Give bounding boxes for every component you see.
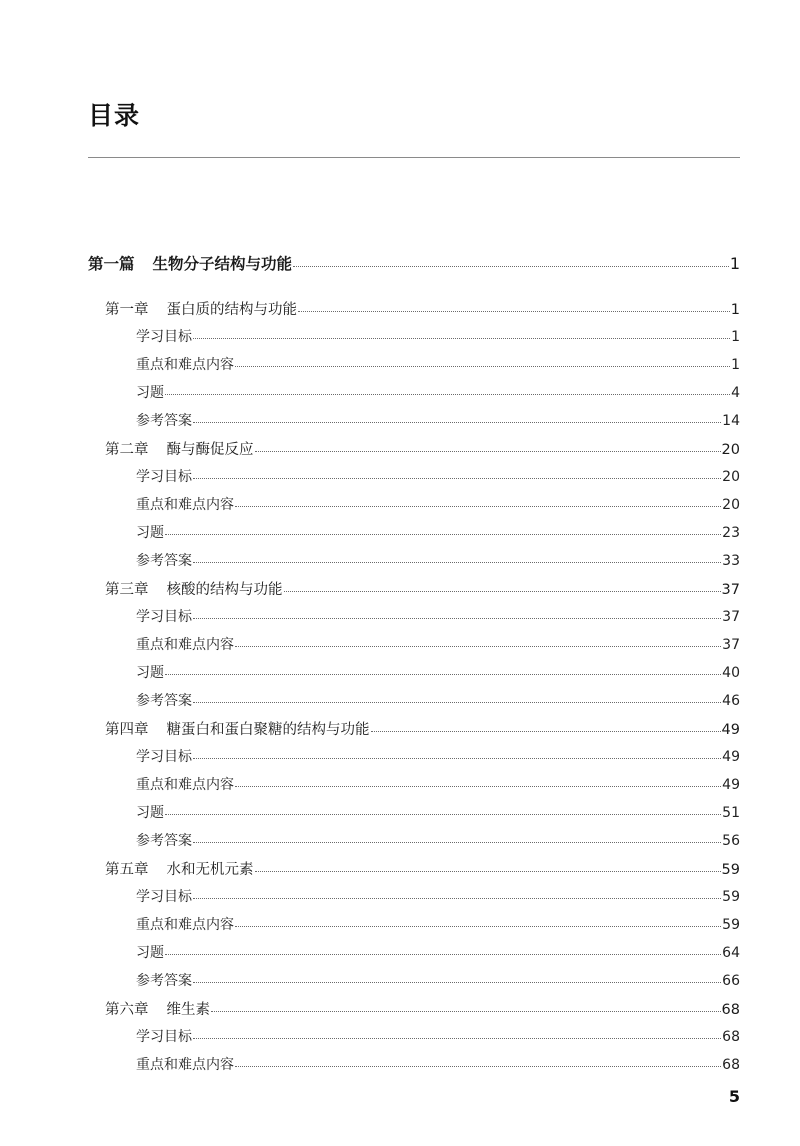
toc-entry-page: 68 [722, 1029, 740, 1045]
toc-entry-page: 56 [722, 833, 740, 849]
toc-leader-dots [235, 915, 721, 927]
toc-leader-dots [255, 859, 721, 872]
toc-entry-chapter[interactable] [105, 578, 740, 599]
toc-leader-dots [193, 327, 730, 339]
toc-entry-section[interactable] [136, 606, 740, 626]
toc-entry-text: 重点和难点内容 [136, 497, 234, 513]
toc-entry-label [136, 970, 192, 990]
toc-entry-page: 49 [721, 722, 740, 738]
toc-entry-page: 1 [731, 357, 740, 373]
toc-entry-section[interactable] [136, 942, 740, 962]
toc-entry-text: 学习目标 [136, 329, 192, 345]
toc-leader-dots [193, 467, 721, 479]
toc-entry-text: 重点和难点内容 [136, 777, 234, 793]
toc-entry-text: 重点和难点内容 [136, 637, 234, 653]
toc-entry-text: 习题 [136, 945, 164, 961]
toc-entry-page: 14 [722, 413, 740, 429]
toc-entry-label [136, 494, 234, 514]
toc-entry-text: 学习目标 [136, 889, 192, 905]
toc-leader-dots [235, 355, 730, 367]
toc-entry-page: 46 [722, 693, 740, 709]
toc-leader-dots [293, 254, 729, 267]
toc-entry-section[interactable] [136, 774, 740, 794]
toc-entry-label [136, 802, 164, 822]
toc-leader-dots [371, 719, 721, 732]
toc-entry-text: 核酸的结构与功能 [166, 582, 283, 598]
toc-leader-dots [193, 1027, 721, 1039]
toc-entry-label [136, 662, 164, 682]
toc-entry-text: 参考答案 [136, 553, 192, 569]
toc-entry-text: 习题 [136, 525, 164, 541]
toc-entry-text: 参考答案 [136, 693, 192, 709]
toc-entry-text: 习题 [136, 805, 164, 821]
toc-entry-label [105, 858, 254, 879]
toc-entry-text: 学习目标 [136, 469, 192, 485]
toc-entry-page: 49 [722, 749, 740, 765]
toc-entry-page: 51 [722, 805, 740, 821]
toc-entry-page: 37 [722, 609, 740, 625]
toc-entry-section[interactable] [136, 1054, 740, 1074]
toc-entry-section[interactable] [136, 522, 740, 542]
toc-entry-number: 第四章 [105, 722, 149, 738]
toc-entry-label [136, 914, 234, 934]
toc-entry-label [105, 998, 210, 1019]
toc-entry-label [136, 1026, 192, 1046]
toc-entry-page: 64 [722, 945, 740, 961]
toc-entry-label [136, 466, 192, 486]
toc-entry-section[interactable] [136, 382, 740, 402]
toc-leader-dots [165, 523, 721, 535]
toc-entry-page: 68 [721, 1002, 740, 1018]
toc-entry-section[interactable] [136, 662, 740, 682]
toc-leader-dots [193, 971, 721, 983]
toc-entry-chapter[interactable] [105, 438, 740, 459]
toc-entry-text: 重点和难点内容 [136, 1057, 234, 1073]
toc-leader-dots [211, 999, 721, 1012]
toc-entry-chapter[interactable] [105, 298, 740, 319]
toc-entry-text: 生物分子结构与功能 [152, 255, 293, 273]
toc-entry-label [136, 354, 234, 374]
toc-entry-page: 59 [722, 889, 740, 905]
page-title: 目录 [88, 101, 141, 130]
toc-entry-section[interactable] [136, 494, 740, 514]
toc-leader-dots [165, 663, 721, 675]
toc-entry-number: 第三章 [105, 582, 149, 598]
toc-entry-page: 4 [731, 385, 740, 401]
toc-entry-text: 习题 [136, 385, 164, 401]
toc-entry-label [136, 774, 234, 794]
toc-entry-text: 学习目标 [136, 609, 192, 625]
toc-entry-page: 66 [722, 973, 740, 989]
toc-entry-text: 参考答案 [136, 973, 192, 989]
toc-entry-text: 重点和难点内容 [136, 357, 234, 373]
toc-entry-label [88, 252, 292, 274]
toc-leader-dots [165, 943, 721, 955]
toc-entry-number: 第一篇 [88, 255, 135, 273]
toc-entry-text: 学习目标 [136, 749, 192, 765]
toc-entry-chapter[interactable] [105, 858, 740, 879]
toc-entry-label [136, 382, 164, 402]
toc-entry-text: 酶与酶促反应 [166, 442, 254, 458]
toc-entry-text: 学习目标 [136, 1029, 192, 1045]
toc-leader-dots [193, 411, 721, 423]
toc-entry-section[interactable] [136, 802, 740, 822]
toc-entry-number: 第六章 [105, 1002, 149, 1018]
toc-entry-chapter[interactable] [105, 998, 740, 1019]
toc-entry-section[interactable] [136, 550, 740, 570]
toc-entry-page: 68 [722, 1057, 740, 1073]
toc-entry-page: 1 [730, 302, 740, 318]
toc-entry-page: 40 [722, 665, 740, 681]
toc-entry-page: 20 [721, 442, 740, 458]
toc-entry-section[interactable] [136, 634, 740, 654]
toc-entry-chapter[interactable] [105, 718, 740, 739]
toc-entry-section[interactable] [136, 354, 740, 374]
toc-entry-page: 1 [731, 329, 740, 345]
toc-entry-part[interactable] [88, 252, 740, 274]
toc-leader-dots [193, 551, 721, 563]
toc-entry-text: 参考答案 [136, 833, 192, 849]
toc-entry-text: 蛋白质的结构与功能 [166, 302, 297, 318]
toc-leader-dots [235, 635, 721, 647]
toc-entry-section[interactable] [136, 326, 740, 346]
toc-entry-label [105, 718, 370, 739]
toc-entry-label [136, 550, 192, 570]
toc-leader-dots [193, 887, 721, 899]
toc-entry-page: 59 [721, 862, 740, 878]
toc-entry-section[interactable] [136, 690, 740, 710]
toc-entry-text: 习题 [136, 665, 164, 681]
toc-leader-dots [235, 775, 721, 787]
toc-entry-page: 49 [722, 777, 740, 793]
toc-leader-dots [235, 495, 721, 507]
toc-entry-page: 1 [729, 254, 740, 273]
toc-entry-label [105, 578, 283, 599]
toc-entry-label [136, 606, 192, 626]
toc-leader-dots [193, 831, 721, 843]
toc-entry-label [136, 942, 164, 962]
toc-entry-page: 33 [722, 553, 740, 569]
toc-entry-page: 20 [722, 497, 740, 513]
toc-leader-dots [193, 607, 721, 619]
toc-entry-label [136, 634, 234, 654]
toc-entry-page: 37 [721, 582, 740, 598]
toc-entry-page: 37 [722, 637, 740, 653]
page-number: 5 [728, 1087, 740, 1106]
toc-leader-dots [165, 803, 721, 815]
toc-entry-label [136, 746, 192, 766]
toc-leader-dots [193, 747, 721, 759]
toc-entry-section[interactable] [136, 746, 740, 766]
toc-leader-dots [255, 439, 721, 452]
toc-entry-number: 第二章 [105, 442, 149, 458]
toc-entry-section[interactable] [136, 970, 740, 990]
toc-entry-section[interactable] [136, 1026, 740, 1046]
toc-entry-page: 23 [722, 525, 740, 541]
toc-entry-text: 重点和难点内容 [136, 917, 234, 933]
title-rule [88, 157, 740, 158]
toc-entry-label [136, 326, 192, 346]
toc-leader-dots [235, 1055, 721, 1067]
toc-entry-label [136, 830, 192, 850]
toc-leader-dots [284, 579, 721, 592]
toc-entry-text: 糖蛋白和蛋白聚糖的结构与功能 [166, 722, 370, 738]
toc-entry-number: 第五章 [105, 862, 149, 878]
toc-leader-dots [298, 299, 730, 312]
toc-entry-section[interactable] [136, 914, 740, 934]
toc-entry-number: 第一章 [105, 302, 149, 318]
toc-leader-dots [193, 691, 721, 703]
toc-entry-page: 20 [722, 469, 740, 485]
toc-entry-label [136, 886, 192, 906]
toc-entry-label [136, 1054, 234, 1074]
toc-entry-page: 59 [722, 917, 740, 933]
toc-entry-label [136, 690, 192, 710]
toc-entry-section[interactable] [136, 886, 740, 906]
toc-entry-label [105, 298, 297, 319]
toc-entry-text: 参考答案 [136, 413, 192, 429]
toc-entry-section[interactable] [136, 466, 740, 486]
toc-entry-label [136, 522, 164, 542]
toc-entry-section[interactable] [136, 830, 740, 850]
toc-entry-label [105, 438, 254, 459]
toc-leader-dots [165, 383, 730, 395]
toc-entry-section[interactable] [136, 410, 740, 430]
toc-entry-label [136, 410, 192, 430]
toc-entry-text: 水和无机元素 [166, 862, 254, 878]
toc-entry-text: 维生素 [166, 1002, 210, 1018]
